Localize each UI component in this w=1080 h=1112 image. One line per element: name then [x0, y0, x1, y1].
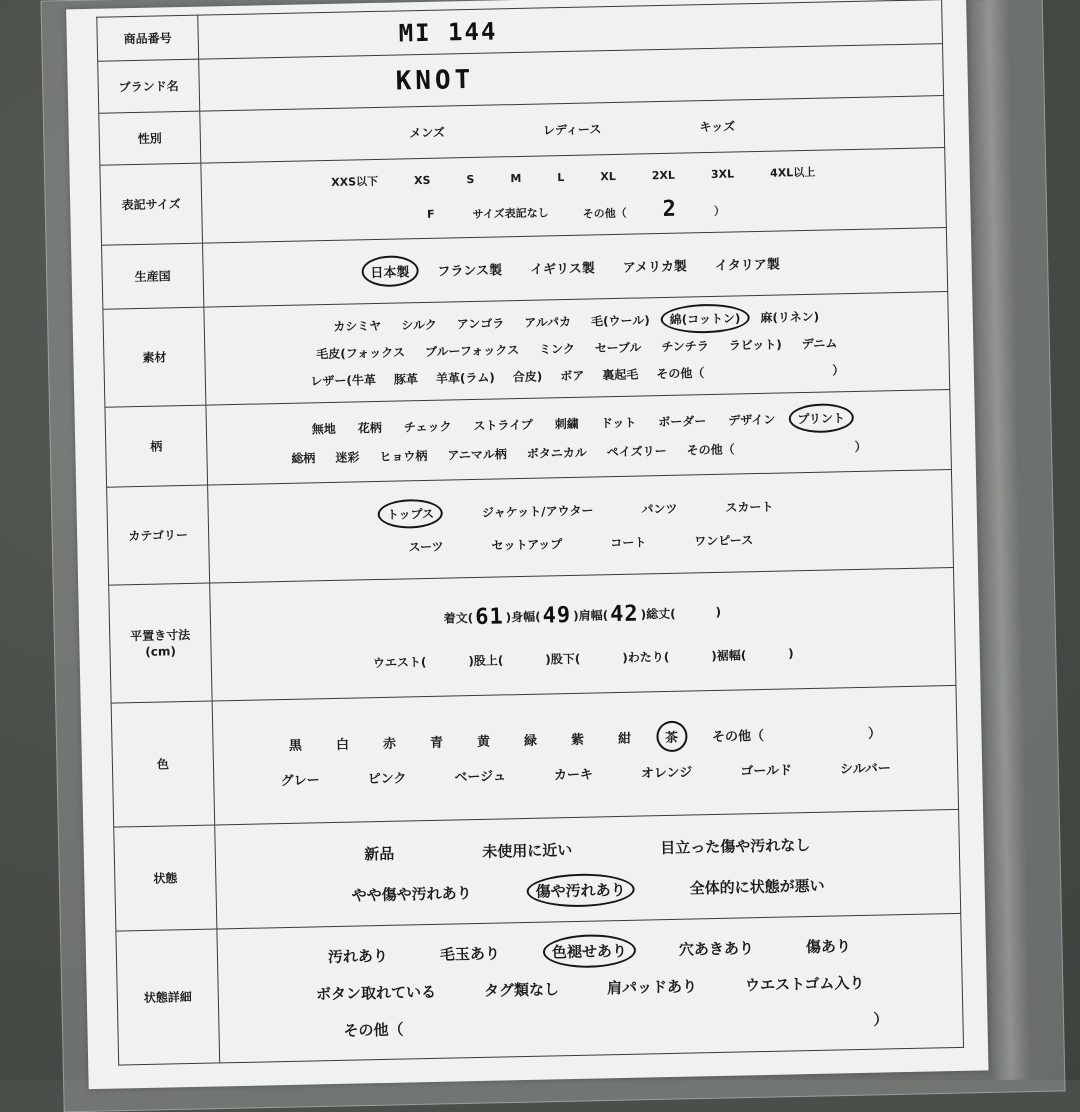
product-number-value: MI 144: [398, 16, 498, 47]
size-option: XL: [600, 169, 616, 183]
origin-option-usa: アメリカ製: [622, 259, 688, 276]
pattern-option: 総柄: [291, 450, 316, 466]
color-option: シルバー: [839, 760, 891, 777]
material-option: ブルーフォックス: [424, 343, 520, 359]
pattern-option: アニマル柄: [447, 446, 507, 463]
category-option-coat: コート: [610, 534, 647, 550]
material-option: ラビット): [728, 337, 782, 353]
condition-option-some-damage: やや傷や汚れあり: [351, 883, 472, 905]
condition-option-damaged: 傷や汚れあり: [531, 876, 630, 903]
pattern-option-other: その他（: [686, 442, 735, 458]
pattern-option: チェック: [403, 418, 452, 434]
detail-option: 汚れあり: [327, 946, 389, 967]
pattern-option: 刺繍: [554, 416, 579, 431]
color-option: カーキ: [553, 767, 594, 783]
detail-option-other: その他（: [343, 1020, 404, 1040]
gender-option-ladies: レディース: [542, 122, 602, 138]
detail-option: 肩パッドあり: [606, 977, 698, 998]
brand-value: KNOT: [395, 64, 475, 97]
measure-width-label: )身幅(: [505, 609, 541, 624]
pattern-option-print: プリント: [793, 407, 849, 429]
measure-length-value: 61: [474, 603, 504, 630]
color-option: 紺: [617, 731, 632, 747]
product-info-sheet: [66, 0, 988, 1089]
pattern-option: ボタニカル: [526, 445, 587, 461]
category-option-setup: セットアップ: [491, 536, 563, 553]
pattern-label: 柄: [105, 405, 208, 487]
material-option: 羊革(ラム): [435, 370, 495, 386]
material-option: 毛皮(フォックス: [316, 345, 406, 362]
pattern-option: ストライプ: [473, 417, 533, 433]
measure-field: )股下(: [545, 651, 581, 667]
measure-field: )わたり(: [622, 649, 670, 665]
material-option: カシミヤ: [333, 318, 382, 334]
material-option: 合皮): [512, 369, 543, 385]
condition-option-new: 新品: [364, 844, 395, 863]
pattern-option: 迷彩: [335, 449, 360, 465]
row-measurements: [109, 567, 956, 703]
row-condition-detail: [116, 913, 964, 1065]
measure-length-label: 着文(: [443, 610, 474, 626]
product-form-table: [96, 0, 964, 1066]
measure-field: ウエスト(: [372, 654, 427, 670]
material-option: チンチラ: [661, 339, 709, 355]
row-category: [107, 469, 954, 585]
category-option-suit: スーツ: [408, 539, 444, 554]
pattern-option: デザイン: [728, 412, 776, 428]
pattern-option-other-close: ）: [854, 439, 867, 454]
color-option: 紫: [570, 732, 585, 748]
material-option: 裏起毛: [602, 367, 639, 383]
material-option: セーブル: [594, 340, 642, 356]
size-option: 4XL以上: [769, 165, 816, 180]
material-option: ボア: [560, 368, 585, 384]
gender-option-kids: キッズ: [699, 119, 736, 135]
measure-shoulder-label: )肩幅(: [573, 607, 609, 623]
pattern-option: ドット: [600, 415, 637, 430]
pattern-option: 無地: [311, 421, 336, 436]
color-option: 緑: [523, 733, 538, 749]
color-option-other-close: ）: [867, 726, 882, 742]
category-option-onepiece: ワンピース: [694, 532, 754, 548]
size-option: 2XL: [651, 168, 676, 182]
condition-label: 状態: [114, 825, 217, 931]
detail-option: 穴あきあり: [678, 939, 755, 959]
measure-field: ): [788, 646, 794, 661]
gender-option-mens: メンズ: [409, 125, 446, 141]
material-option-other: その他（: [656, 366, 705, 382]
color-option: グレー: [280, 772, 320, 789]
material-option: アルパカ: [524, 314, 572, 330]
origin-option-japan: 日本製: [366, 259, 413, 283]
category-option-jacket: ジャケット/アウター: [481, 502, 594, 520]
pattern-option: 花柄: [357, 420, 382, 435]
condition-option-like-new: 未使用に近い: [482, 840, 573, 861]
origin-option-uk: イギリス製: [529, 261, 595, 278]
pattern-option: ボーダー: [658, 413, 707, 429]
measure-total-close: ): [715, 604, 722, 619]
material-option: 麻(リネン): [760, 309, 820, 325]
size-option-none: サイズ表記なし: [472, 205, 549, 221]
condition-detail-label: 状態詳細: [116, 929, 220, 1065]
row-color: [111, 685, 958, 827]
pattern-option: ヒョウ柄: [379, 448, 428, 464]
size-option: XS: [413, 173, 431, 187]
size-option: L: [557, 170, 565, 184]
material-option-other-close: ）: [832, 363, 845, 378]
gender-label: 性別: [99, 111, 201, 165]
measurements-label: 平置き寸法: [130, 627, 191, 643]
origin-option-italy: イタリア製: [714, 257, 781, 274]
detail-option: ウエストゴム入り: [744, 973, 865, 995]
material-option: レザー(牛革: [310, 373, 377, 389]
color-option: 黒: [288, 738, 303, 754]
size-other-value: 2: [662, 196, 679, 222]
size-option: 3XL: [710, 166, 735, 181]
size-other: [582, 196, 725, 224]
measurements-unit: (cm): [145, 643, 176, 659]
material-option: ミンク: [539, 341, 576, 357]
condition-option-no-damage: 目立った傷や汚れなし: [660, 835, 811, 857]
color-option: 黄: [476, 734, 491, 750]
origin-option-france: フランス製: [437, 263, 503, 280]
color-label: 色: [111, 701, 215, 827]
measure-width-value: 49: [542, 602, 572, 629]
origin-label: 生産国: [102, 243, 204, 309]
color-option-other: その他（: [711, 728, 765, 745]
color-option: ピンク: [367, 770, 407, 787]
measure-total-label: )総丈(: [640, 606, 676, 622]
size-other-label: その他（: [582, 206, 627, 221]
category-option-tops: トップス: [383, 502, 439, 524]
size-other-close: ）: [713, 204, 726, 218]
size-label: 表記サイズ: [100, 163, 203, 245]
category-option-pants: パンツ: [641, 501, 678, 516]
measure-field: )裾幅(: [711, 647, 747, 663]
size-option: S: [466, 172, 475, 186]
condition-option-poor: 全体的に状態が悪い: [689, 876, 825, 898]
brand-label: ブランド名: [98, 59, 200, 113]
row-material: [103, 292, 950, 408]
color-option: 青: [429, 735, 444, 751]
measure-shoulder-value: 42: [609, 601, 639, 627]
material-label: 素材: [103, 307, 206, 407]
size-option: M: [510, 171, 522, 185]
material-option: シルク: [401, 317, 437, 333]
color-option: オレンジ: [640, 764, 693, 782]
row-condition: [114, 809, 961, 931]
detail-option: 傷あり: [805, 937, 852, 957]
detail-option-faded: 色褪せあり: [548, 938, 632, 965]
color-option: 赤: [382, 736, 397, 752]
category-option-skirt: スカート: [725, 499, 774, 515]
material-option: デニム: [801, 336, 838, 352]
pattern-option: ペイズリー: [606, 443, 667, 459]
size-option-free: F: [426, 207, 435, 221]
detail-option: ボタン取れている: [315, 982, 437, 1004]
material-option: 豚革: [393, 372, 419, 387]
color-option: ベージュ: [454, 768, 507, 785]
size-option: XXS以下: [331, 174, 379, 189]
material-option: アンゴラ: [456, 316, 505, 332]
material-option-cotton: 綿(コットン): [665, 307, 744, 330]
color-option-brown: 茶: [661, 724, 682, 747]
category-label: カテゴリー: [107, 485, 210, 585]
detail-option: タグ類なし: [483, 980, 560, 1000]
color-option: 白: [335, 737, 350, 753]
detail-option-other-close: ）: [873, 1010, 889, 1029]
product-number-label: 商品番号: [97, 15, 199, 61]
material-option: 毛(ウール): [590, 313, 650, 329]
detail-option: 毛玉あり: [439, 944, 501, 964]
color-option: ゴールド: [740, 762, 793, 779]
measure-field: )股上(: [468, 652, 504, 668]
